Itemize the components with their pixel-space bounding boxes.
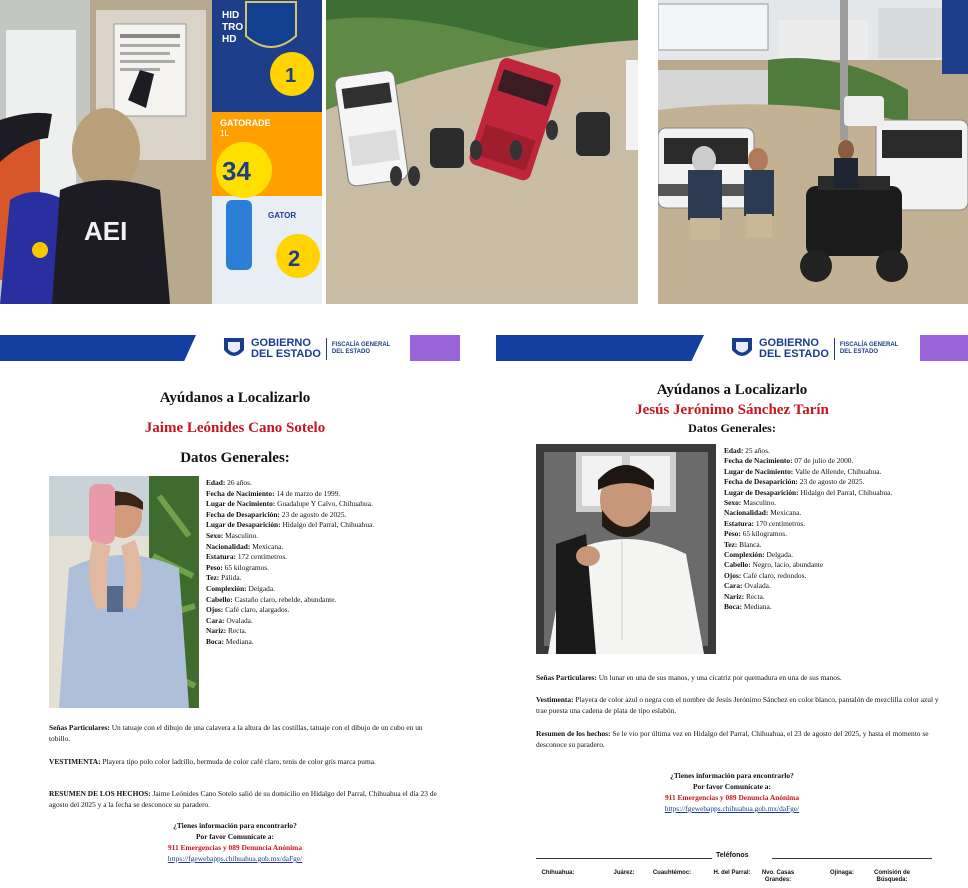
fact-value: Valle de Allende, Chihuahua. [794, 466, 882, 476]
emergency-numbers: 911 Emergencias y 089 Denuncia Anónima [664, 793, 800, 802]
fact-row [724, 477, 934, 487]
vestimenta-label: Vestimenta: [536, 695, 574, 704]
senas-label: Señas Particulares: [49, 723, 110, 732]
poster-header [0, 334, 470, 364]
fact-value: Delgada. [248, 583, 275, 593]
fact-label: Cara: [724, 581, 743, 591]
fact-value: 65 kilogramos. [742, 529, 788, 539]
resumen-label: Resumen de los hechos: [536, 729, 611, 738]
svg-text:HID: HID [222, 10, 240, 21]
photo-aerial-vehicles [326, 0, 638, 304]
senas-particulares [49, 722, 439, 744]
svg-text:GATOR: GATOR [268, 211, 297, 220]
fact-label: Lugar de Nacimiento: [724, 466, 794, 476]
fact-value: Masculino. [225, 530, 259, 540]
fact-row [206, 595, 456, 606]
gov-line-2: DEL ESTADO [759, 348, 829, 360]
fact-value: 25 años. [745, 446, 770, 455]
header-purple-bar [410, 335, 460, 361]
phone-city-label: Comisión de Búsqueda: [873, 870, 910, 883]
fact-label: Nacionalidad: [206, 541, 251, 551]
fact-row [206, 563, 456, 574]
fact-label: Ojos: [206, 605, 224, 615]
fact-row [724, 446, 934, 456]
fact-row [724, 456, 934, 466]
phone-city-label: Chihuahua: [541, 870, 575, 876]
fact-label: Nacionalidad: [724, 508, 769, 518]
gov-line-1: GOBIERNO [759, 337, 819, 349]
phone-city-label: Juárez: [613, 870, 635, 876]
fact-label: Fecha de Nacimiento: [206, 488, 275, 498]
fact-label: Complexión: [724, 550, 765, 560]
photo-ground-officers-atvs [658, 0, 968, 304]
emergency-numbers: 911 Emergencias y 089 Denuncia Anónima [167, 843, 303, 852]
svg-text:34: 34 [222, 156, 251, 186]
fact-value: Delgada. [766, 550, 793, 560]
poster-title: Ayúdanos a Localizarlo [159, 390, 311, 406]
fact-value: 23 de agosto de 2025. [281, 509, 347, 519]
resumen-text: Se le vio por última vez en Hidalgo del Parral, Chihuahua, el 23 de agosto del 2025, y hasta el momento se desconoce su paradero. [536, 729, 929, 749]
header-purple-bar [920, 335, 968, 361]
contact-question: ¿Tienes información para encontrarlo? [670, 771, 794, 780]
missing-person-poster-left [0, 318, 470, 888]
fact-row [206, 637, 456, 648]
fact-label: Fecha de Desaparición: [724, 477, 798, 487]
gov-line-2: DEL ESTADO [251, 348, 321, 360]
fiscalia-line-1: FISCALÍA GENERAL [839, 342, 899, 348]
fact-value: 170 centímetros. [755, 518, 806, 528]
resumen-hechos [536, 728, 948, 750]
logo-divider [326, 338, 327, 360]
senas-text: Un tatuaje con el dibujo de una calavera a la altura de las costillas, tatuaje con el dibujo de un cubo en un tobillo. [49, 723, 423, 743]
phone-city-label: H. del Parral: [713, 870, 751, 876]
senas-label: Señas Particulares: [536, 673, 597, 682]
report-url-link[interactable]: https://fgewebapps.chihuahua.gob.mx/daFge/ [167, 854, 303, 863]
gobierno-logo [730, 334, 898, 364]
vestimenta-label: VESTIMENTA: [49, 757, 101, 766]
fact-value: Ovalada. [226, 615, 253, 625]
svg-text:2: 2 [288, 246, 301, 271]
contact-comunicate: Por favor Comunícate a: [196, 832, 274, 841]
resumen-label: RESUMEN DE LOS HECHOS: [49, 789, 151, 798]
fact-row [724, 560, 934, 570]
fiscalia-line-2: DEL ESTADO [331, 349, 371, 355]
fact-value: Masculino. [743, 498, 777, 508]
phones-divider-right [772, 858, 932, 859]
fact-value: Blanca. [739, 539, 762, 549]
fact-value: 26 años. [227, 478, 252, 487]
fact-value: Pálida. [221, 573, 242, 583]
gov-line-1: GOBIERNO [251, 337, 311, 349]
missing-person-poster-right [496, 318, 968, 888]
fact-value: Hidalgo del Parral, Chihuahua. [800, 487, 893, 497]
fact-label: Complexión: [206, 583, 247, 593]
fact-value: Café claro, alargados. [225, 605, 290, 615]
fact-label: Cabello: [206, 594, 233, 604]
fact-value: Guadalupe Y Calvo, Chihuahua. [277, 499, 373, 509]
header-blue-bar [496, 335, 704, 361]
fact-row [724, 592, 934, 602]
fact-row [206, 573, 456, 584]
datos-generales-heading: Datos Generales: [180, 450, 290, 466]
fact-row [206, 520, 456, 531]
fact-row [724, 467, 934, 477]
logo-divider [834, 338, 835, 360]
fact-row [724, 602, 934, 612]
fact-row [724, 529, 934, 539]
svg-text:1L: 1L [220, 129, 229, 138]
fact-row [724, 498, 934, 508]
fact-label: Lugar de Desaparición: [206, 520, 281, 530]
fact-label: Boca: [206, 636, 225, 646]
fact-row [206, 531, 456, 542]
fact-row [724, 571, 934, 581]
fact-value: 172 centímetros. [237, 552, 288, 562]
fact-label: Estatura: [724, 518, 754, 528]
fact-row [206, 616, 456, 627]
missing-person-photo [49, 476, 199, 708]
fact-value: 14 de marzo de 1999. [276, 488, 341, 498]
datos-generales-heading: Datos Generales: [688, 421, 776, 435]
senas-text: Un lunar en una de sus manos, y una cicatriz por quemadura en una de sus manos. [598, 673, 842, 682]
contact-block [30, 820, 440, 864]
state-shield-icon [730, 336, 754, 362]
fact-label: Fecha de Nacimiento: [724, 456, 793, 466]
photo-store-posting-flyer [0, 0, 322, 304]
fiscalia-line-1: FISCALÍA GENERAL [331, 342, 391, 348]
fact-row [724, 540, 934, 550]
fact-label: Lugar de Desaparición: [724, 487, 799, 497]
fact-value: Café claro, redondos. [743, 570, 807, 580]
telefonos-heading: Teléfonos [716, 852, 749, 859]
fact-label: Sexo: [724, 498, 742, 508]
fact-label: Cara: [206, 615, 225, 625]
fact-label: Nariz: [206, 626, 227, 636]
gobierno-wordmark [251, 338, 321, 360]
fact-value: Castaño claro, rebelde, abundante. [234, 594, 337, 604]
vestimenta [49, 756, 439, 767]
missing-person-name: Jaime Leónides Cano Sotelo [144, 420, 326, 436]
fact-label: Lugar de Nacimiento: [206, 499, 276, 509]
fact-value: Recta. [745, 591, 765, 601]
fact-value: Hidalgo del Parral, Chihuahua. [282, 520, 375, 530]
gobierno-wordmark [759, 338, 829, 360]
vestimenta [536, 694, 948, 716]
fact-value: 65 kilogramos. [224, 562, 270, 572]
fact-row [724, 508, 934, 518]
datos-generales-list [206, 478, 456, 648]
resumen-text: Jaime Leónides Cano Sotelo salió de su domicilio en Hidalgo del Parral, Chihuahua el día 23 de agosto del 2025 y a la fecha se desconoce su paradero. [49, 789, 437, 809]
fact-value: 07 de julio de 2000. [794, 456, 854, 466]
fiscalia-line-2: DEL ESTADO [839, 349, 879, 355]
report-url-link[interactable]: https://fgewebapps.chihuahua.gob.mx/daFge/ [664, 804, 800, 813]
senas-particulares [536, 672, 948, 683]
fact-row [206, 626, 456, 637]
fact-row [206, 510, 456, 521]
fiscalia-wordmark [332, 342, 390, 356]
gobierno-logo [222, 334, 390, 364]
fact-label: Edad: [206, 478, 226, 487]
fact-row [206, 552, 456, 563]
fact-row [206, 584, 456, 595]
fact-row [724, 488, 934, 498]
phone-city-label: Nvo. Casas Grandes: [761, 870, 795, 883]
fact-value: Ovalada. [744, 581, 771, 591]
svg-text:AEI: AEI [84, 216, 128, 246]
fact-value: Mediana. [743, 602, 772, 612]
phone-city-label: Ojinaga: [829, 870, 854, 876]
phones-divider-left [536, 858, 712, 859]
poster-header [496, 334, 968, 364]
fact-label: Tez: [206, 573, 220, 583]
missing-person-name: Jesús Jerónimo Sánchez Tarín [635, 402, 829, 418]
svg-text:GATORADE: GATORADE [220, 118, 271, 128]
state-shield-icon [222, 336, 246, 362]
vestimenta-text: Playera de color azul o negra con el nombre de Jesús Jerónimo Sánchez en color blanco, pantalón de mezclilla color azul y trae puesta una cadena de plata de tipo eslabón. [536, 695, 939, 715]
datos-generales-list [724, 446, 934, 613]
fact-label: Boca: [724, 602, 743, 612]
fact-value: Mexicana. [770, 508, 802, 518]
fiscalia-wordmark [840, 342, 898, 356]
fact-value: Mexicana. [252, 541, 284, 551]
fact-value: Mediana. [225, 636, 254, 646]
fact-label: Edad: [724, 446, 744, 455]
fact-row [206, 478, 456, 489]
contact-block [526, 770, 938, 814]
fact-label: Ojos: [724, 570, 742, 580]
svg-text:TRO: TRO [222, 22, 244, 33]
phone-city-label: Cuauhtémoc: [652, 870, 692, 876]
contact-comunicate: Por favor Comunícate a: [693, 782, 771, 791]
fact-label: Peso: [206, 562, 223, 572]
fact-row [206, 489, 456, 500]
svg-text:HD: HD [222, 34, 237, 45]
fact-value: 23 de agosto de 2025. [799, 477, 865, 487]
fact-label: Sexo: [206, 530, 224, 540]
fact-label: Peso: [724, 529, 741, 539]
svg-text:1: 1 [285, 65, 297, 87]
fact-row [206, 542, 456, 553]
fact-row [206, 605, 456, 616]
fact-label: Fecha de Desaparición: [206, 509, 280, 519]
vestimenta-text: Playera tipo polo color ladrillo, bermuda de color café claro, tenis de color gris marca puma. [102, 757, 376, 766]
resumen-hechos [49, 788, 439, 810]
fact-row [724, 581, 934, 591]
fact-row [206, 499, 456, 510]
poster-title: Ayúdanos a Localizarlo [656, 382, 808, 398]
fact-value: Recta. [227, 626, 247, 636]
fact-label: Nariz: [724, 591, 745, 601]
contact-question: ¿Tienes información para encontrarlo? [173, 821, 297, 830]
fact-row [724, 550, 934, 560]
fact-row [724, 519, 934, 529]
fact-label: Tez: [724, 539, 738, 549]
header-blue-bar [0, 335, 196, 361]
missing-person-photo [536, 444, 716, 654]
fact-value: Negro, lacio, abundante [752, 560, 824, 570]
fact-label: Estatura: [206, 552, 236, 562]
fact-label: Cabello: [724, 560, 751, 570]
